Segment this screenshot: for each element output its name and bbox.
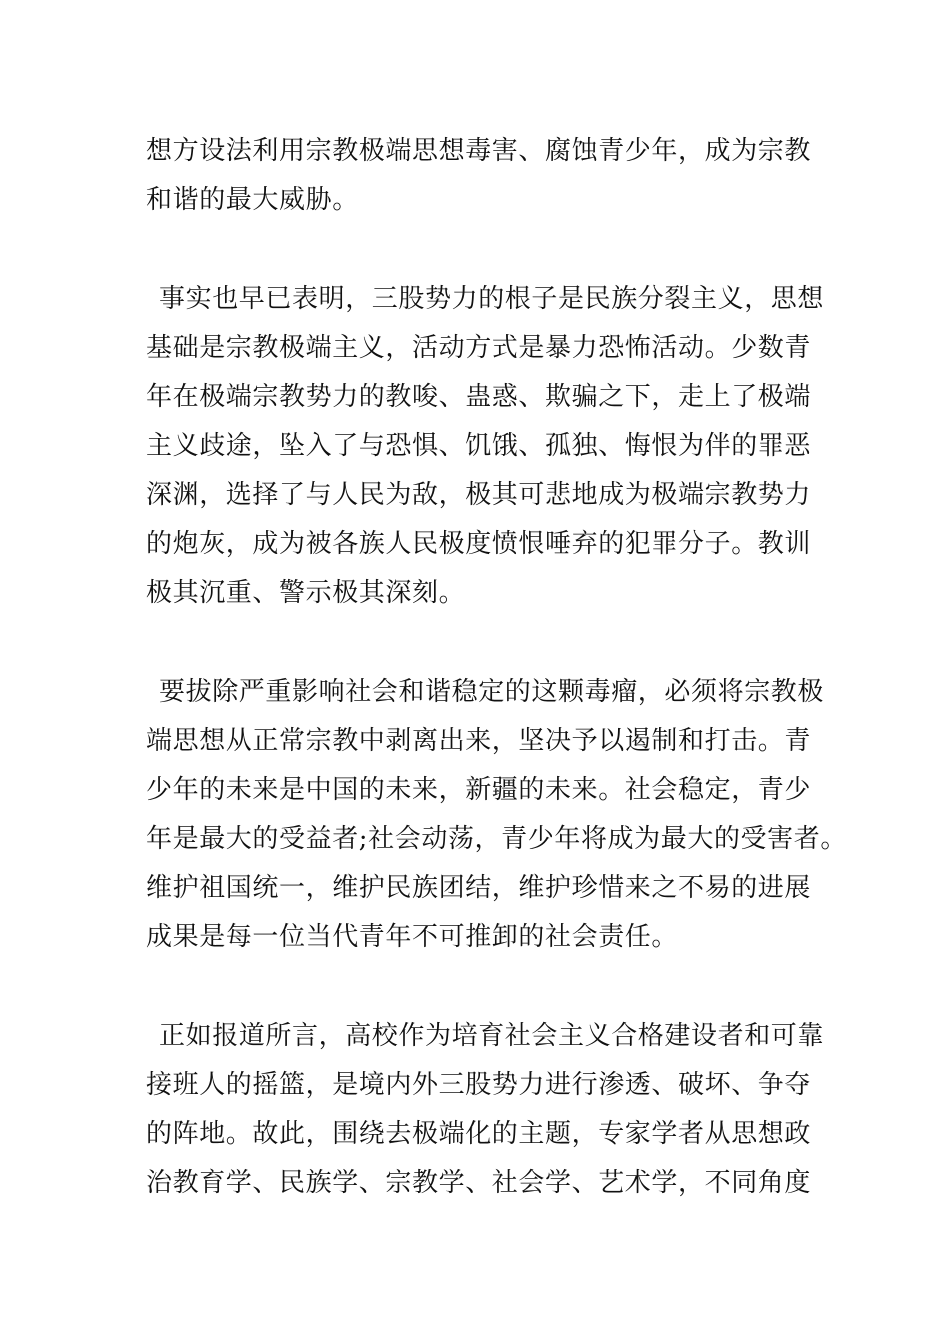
paragraph-line: 的阵地。故此，围绕去极端化的主题，专家学者从思想政 [146, 1119, 812, 1149]
paragraph-line: 端思想从正常宗教中剥离出来，坚决予以遏制和打击。青 [146, 726, 812, 756]
paragraph-3 [146, 668, 847, 962]
paragraph-4 [146, 1012, 826, 1208]
paragraph-line: 年是最大的受益者;社会动荡，青少年将成为最大的受害者。 [146, 824, 847, 854]
paragraph-line: 成果是每一位当代青年不可推卸的社会责任。 [146, 922, 679, 952]
paragraph-line: 要拔除严重影响社会和谐稳定的这颗毒瘤，必须将宗教极 [159, 677, 825, 707]
paragraph-line: 深渊，选择了与人民为敌，极其可悲地成为极端宗教势力 [146, 480, 812, 510]
paragraph-line: 主义歧途，坠入了与恐惧、饥饿、孤独、悔恨为伴的罪恶 [146, 431, 812, 461]
paragraph-line: 接班人的摇篮，是境内外三股势力进行渗透、破坏、争夺 [146, 1070, 812, 1100]
paragraph-line: 正如报道所言，高校作为培育社会主义合格建设者和可靠 [159, 1021, 825, 1051]
paragraph-2 [146, 275, 826, 618]
paragraph-line: 想方设法利用宗教极端思想毒害、腐蚀青少年，成为宗教 [146, 136, 812, 166]
paragraph-line: 年在极端宗教势力的教唆、蛊惑、欺骗之下，走上了极端 [146, 382, 812, 412]
paragraph-line: 基础是宗教极端主义，活动方式是暴力恐怖活动。少数青 [146, 333, 812, 363]
paragraph-line: 和谐的最大威胁。 [146, 185, 359, 215]
paragraph-line: 事实也早已表明，三股势力的根子是民族分裂主义，思想 [159, 284, 825, 314]
paragraph-1 [146, 127, 826, 225]
paragraph-line: 维护祖国统一，维护民族团结，维护珍惜来之不易的进展 [146, 873, 812, 903]
paragraph-line: 少年的未来是中国的未来，新疆的未来。社会稳定，青少 [146, 775, 812, 805]
paragraph-line: 的炮灰，成为被各族人民极度愤恨唾弃的犯罪分子。教训 [146, 529, 812, 559]
paragraph-line: 治教育学、民族学、宗教学、社会学、艺术学，不同角度 [146, 1168, 812, 1198]
paragraph-line: 极其沉重、警示极其深刻。 [146, 578, 466, 608]
